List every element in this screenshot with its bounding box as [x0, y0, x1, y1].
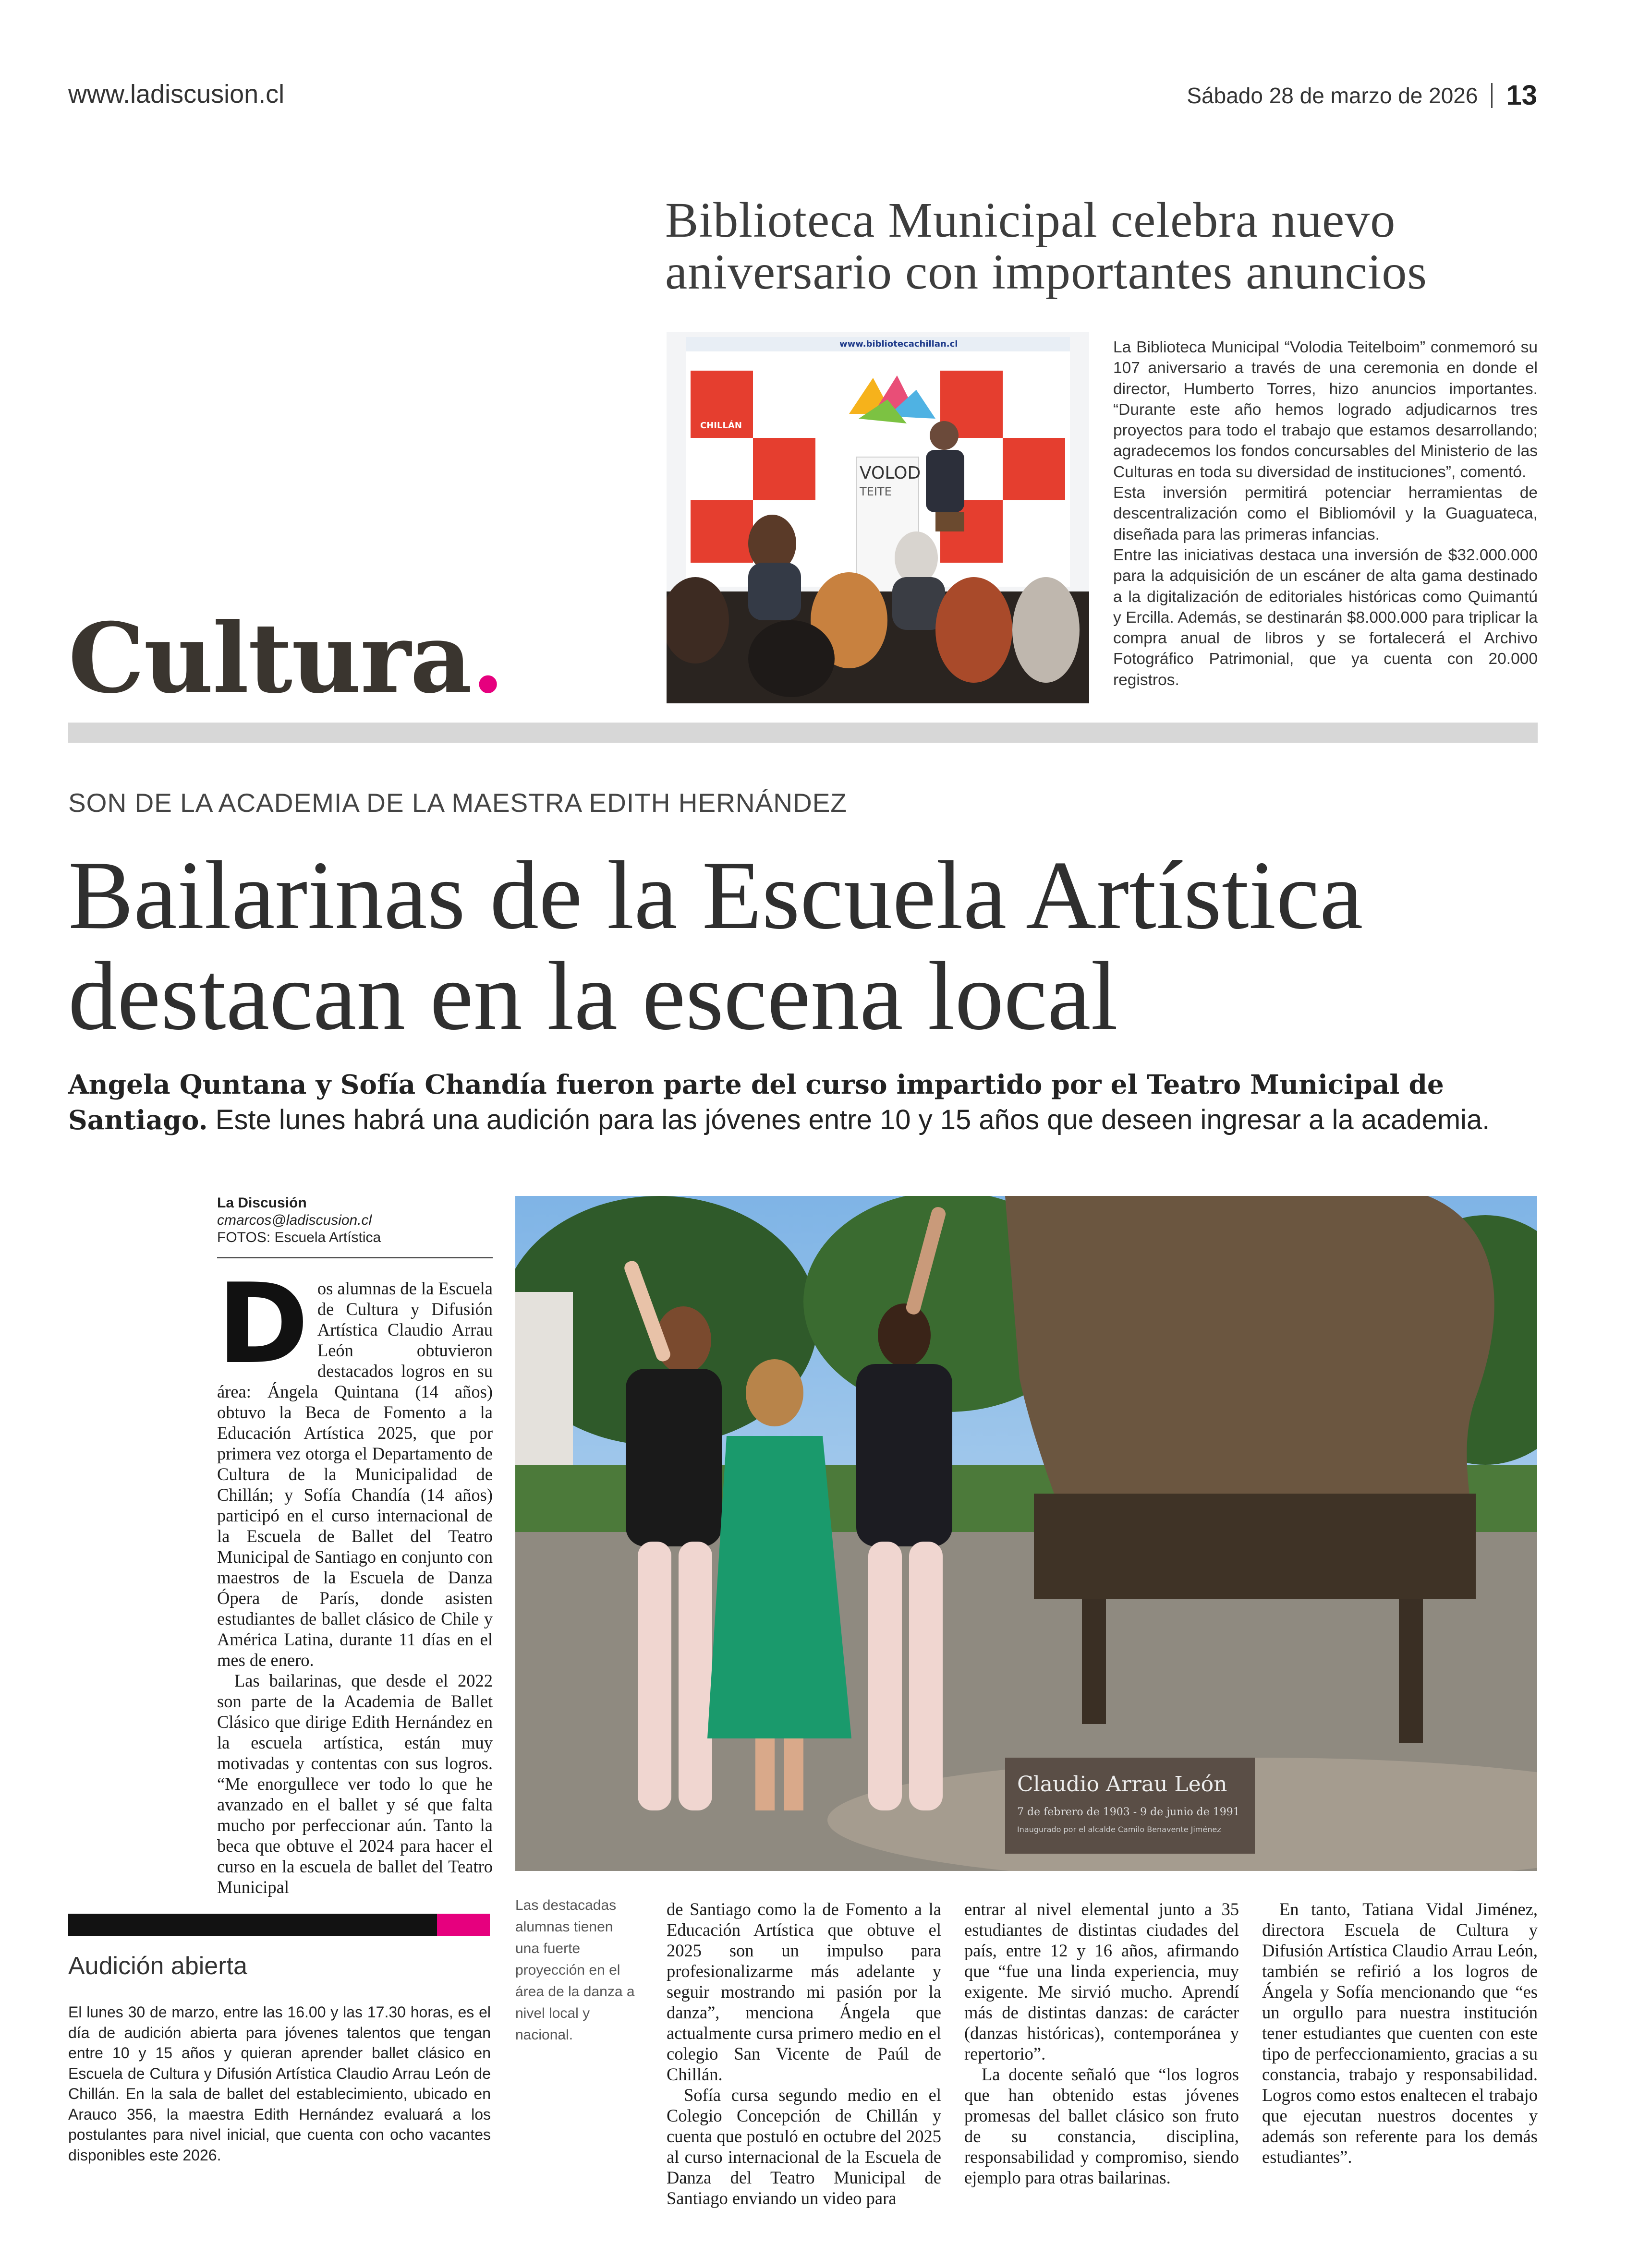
- podium-text-2: TEITE: [860, 485, 892, 498]
- backdrop-municipality: CHILLÁN: [700, 421, 742, 431]
- section-accent-dot: .: [471, 602, 504, 715]
- article-paragraph: La docente señaló que “los logros que han obtenido estas jóvenes promesas del ballet clásico son fruto de su constancia, disciplina, responsabilidad y compromiso, siendo ejemplo para otras bailarinas.: [964, 2064, 1239, 2187]
- article-column-1: [217, 1260, 493, 1897]
- library-ceremony-illustration: [667, 332, 1089, 703]
- library-ceremony-photo: [667, 332, 1089, 703]
- page-number: 13: [1506, 80, 1537, 111]
- article-paragraph: En tanto, Tatiana Vidal Jiménez, directora Escuela de Cultura y Difusión Artística Claudio Arrau León, también se refirió a los logros de Ángela y Sofía mencionando que “es un orgullo para nuestra institución tener estudiantes que cuenten con este tipo de perfeccionamiento, gracias a su constancia, trabajo y responsabilidad. Logros como estos enaltecen el trabajo que ejecutan nuestros docentes y además son referente para los demás estudiantes”.: [1262, 1899, 1538, 2167]
- dancers-photo: [515, 1196, 1537, 1871]
- headline-line2: destacan en la escena local: [68, 942, 1118, 1050]
- plaque-dates: 7 de febrero de 1903 - 9 de junio de 1991: [1017, 1806, 1240, 1818]
- issue-date: Sábado 28 de marzo de 2026: [1187, 83, 1478, 108]
- article-paragraph-text: os alumnas de la Escuela de Cultura y Difusión Artística Claudio Arrau León obtuvieron destacados logros en su área: Ángela Quintana (14 años) obtuvo la Beca de Fomento a la Educación Artística 2025, que por primera vez otorga el Departamento de Cultura de la Municipalidad de Chillán; y Sofía Chandía (14 años) participó en el curso internacional de la Escuela de Ballet del Teatro Municipal de Santiago en conjunto con maestros de la Escuela de Danza Ópera de París, donde asisten estudiantes de ballet clásico de Chile y América Latina, durante 11 días en el mes de enero.: [217, 1279, 493, 1670]
- dropcap: D: [217, 1260, 309, 1388]
- top-story-body: [1113, 337, 1538, 690]
- article-column-3: [964, 1899, 1239, 2188]
- site-url[interactable]: www.ladiscusion.cl: [68, 80, 285, 109]
- folio-separator: [1491, 83, 1493, 108]
- article-paragraph: [217, 1260, 493, 1670]
- folio: [1187, 79, 1537, 111]
- article-column-4: [1262, 1899, 1538, 2167]
- audition-rule: [68, 1914, 437, 1936]
- top-story-paragraph: Esta inversión permitirá potenciar herramientas de descentralización como el Bibliomóvil y la Guaguateca, diseñada para las primeras infancias.: [1113, 484, 1538, 543]
- section-label: [68, 602, 504, 715]
- lead-rest: Este lunes habrá una audición para las jóvenes entre 10 y 15 años que deseen ingresar a la academia.: [207, 1104, 1490, 1135]
- top-story-title-line1: Biblioteca Municipal celebra nuevo: [665, 193, 1396, 248]
- article-paragraph: entrar al nivel elemental junto a 35 estudiantes de distintas ciudades del país, entre 12 y 16 años, afirmando que “fue una linda experiencia, muy exigente. Me sirvió mucho. Aprendí más de distintas danzas: de carácter (danzas históricas), contemporánea y repertorio”.: [964, 1899, 1239, 2063]
- article-paragraph: Sofía cursa segundo medio en el Colegio Concepción de Chillán y cuenta que postuló en octubre del 2025 al curso internacional de la Escuela de Danza del Teatro Municipal de Santiago enviando un video para: [667, 2085, 941, 2208]
- article-paragraph: de Santiago como la de Fomento a la Educación Artística que obtuve el 2025 son un impulso para profesionalizarme más adelante y seguir mostrando mi pasión por la danza”, menciona Ángela que actualmente cursa primero medio en el colegio San Vicente de Paúl de Chillán.: [667, 1899, 941, 2084]
- kicker: SON DE LA ACADEMIA DE LA MAESTRA EDITH HERNÁNDEZ: [68, 788, 847, 818]
- lead-bold: Angela Quntana y Sofía Chandía fueron parte del curso impartido por el Teatro Municipal de Santiago.: [68, 1069, 1444, 1135]
- byline-photos: FOTOS: Escuela Artística: [217, 1230, 381, 1245]
- dancers-photo-illustration: [515, 1196, 1537, 1871]
- article-paragraph: Las bailarinas, que desde el 2022 son parte de la Academia de Ballet Clásico que dirige Edith Hernández en la escuela artística, están muy motivadas y contentas con sus logros. “Me enorgullece ver todo lo que he avanzado en el ballet y sé que falta mucho por perfeccionar aún. Tanto la beca que obtuve el 2024 para hacer el curso en la escuela de ballet del Teatro Municipal: [217, 1671, 493, 1897]
- top-story-paragraph: La Biblioteca Municipal “Volodia Teitelboim” conmemoró su 107 aniversario a través de una ceremonia en donde el director, Humberto Torres, hizo anuncios importantes. “Durante este año hemos logrado adjudicarnos tres proyectos para todo el trabajo que estamos desarrollando; agradecemos los fondos concursables del Ministerio de las Culturas en toda su diversidad de instituciones”, comentó.: [1113, 338, 1538, 481]
- byline-divider: [217, 1257, 493, 1258]
- top-story-title-line2: aniversario con importantes anuncios: [665, 244, 1427, 300]
- section-name: Cultura: [68, 602, 472, 715]
- article-column-2: [667, 1899, 941, 2208]
- byline: [217, 1194, 493, 1246]
- byline-outlet: La Discusión: [217, 1195, 307, 1211]
- top-story-title: [665, 194, 1578, 298]
- audition-title: Audición abierta: [68, 1952, 247, 1980]
- section-divider: [68, 723, 1538, 743]
- top-story-paragraph: Entre las iniciativas destaca una inversión de $32.000.000 para la adquisición de un escáner de alta gama destinado a la digitalización de editoriales históricas como Quimantú y Ercilla. Además, se destinarán $8.000.000 para triplicar la compra anual de libros y se fortalecerá el Archivo Fotográfico Patrimonial, que ya cuenta con 20.000 registros.: [1113, 546, 1538, 689]
- lead-paragraph: [68, 1067, 1547, 1138]
- podium-text: VOLOD: [860, 463, 921, 483]
- audition-text: El lunes 30 de marzo, entre las 16.00 y las 17.30 horas, es el día de audición abierta para jóvenes talentos que tengan entre 10 y 15 años y quieran aprender ballet clásico en Escuela de Cultura y Difusión Artística Claudio Arrau León de Chillán. En la sala de ballet del establecimiento, ubicado en Arauco 356, la maestra Edith Hernández evaluará a los postulantes para nivel inicial, que cuenta con ocho vacantes disponibles este 2026.: [68, 2003, 491, 2164]
- plaque-title: Claudio Arrau León: [1017, 1772, 1227, 1797]
- headline-line1: Bailarinas de la Escuela Artística: [68, 841, 1363, 950]
- backdrop-url: www.bibliotecachillan.cl: [839, 339, 958, 349]
- photo-caption: Las destacadas alumnas tienen una fuerte proyección en el área de la danza a nivel local y nacional.: [515, 1897, 635, 2043]
- plaque-note: Inaugurado por el alcalde Camilo Benavente Jiménez: [1017, 1825, 1221, 1834]
- headline: [68, 841, 1557, 1050]
- audition-rule-accent: [437, 1914, 490, 1936]
- byline-email[interactable]: cmarcos@ladiscusion.cl: [217, 1212, 372, 1228]
